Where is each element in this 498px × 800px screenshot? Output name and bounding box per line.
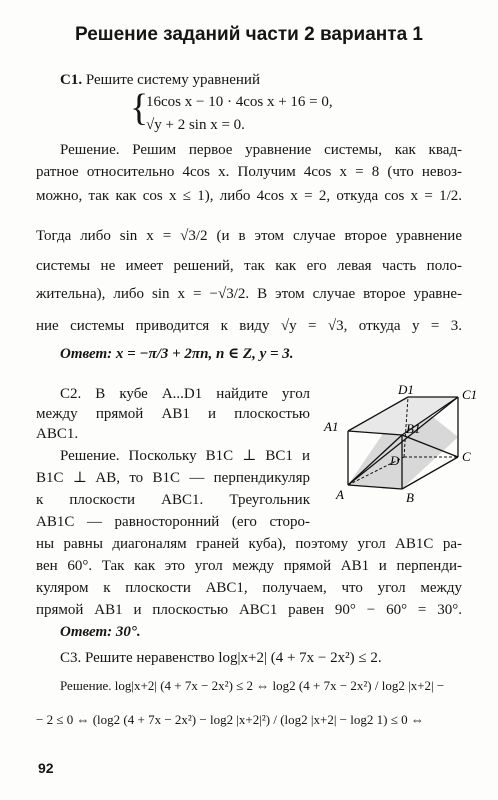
c1-answer: Ответ: x = −π/3 + 2πn, n ∈ Z, y = 3. — [60, 346, 294, 362]
label-b: B — [406, 490, 414, 505]
label-d: D — [390, 453, 400, 468]
c1-task-text: Решите систему уравнений — [85, 72, 260, 88]
c1-line-1: Решение. Решим первое уравнение системы, как квад- — [60, 142, 462, 158]
c1-eq2 — [146, 115, 245, 135]
c2-line-7: AB1C — равносторонний (его сторо- — [36, 514, 310, 530]
c1-system-brace: { — [130, 87, 149, 129]
c2-line-6: к плоскости ABC1. Треугольник — [36, 492, 310, 508]
label-a1: A1 — [324, 419, 339, 434]
c2-line-9: вен 60°. Так как это угол между прямой AB1 и перпенди- — [36, 558, 462, 574]
c1-line-5: системы не имеет решений, так как его левая часть поло- — [36, 258, 462, 274]
c2-line-2: между прямой AB1 и плоскостью — [36, 406, 310, 422]
c1-line-6: жительна), либо sin x = −√3/2. В этом случае второе уравне- — [36, 286, 462, 302]
label-c1: C1 — [462, 387, 478, 402]
c1-line-4: Тогда либо sin x = √3/2 (и в этом случае второе уравнение — [36, 228, 462, 244]
page-number: 92 — [38, 760, 54, 776]
c3-head — [60, 622, 462, 642]
c1-task — [60, 70, 260, 90]
label-d1: D1 — [398, 385, 414, 397]
c2-answer: Ответ: 30°. — [60, 624, 141, 640]
c1-line-7: ние системы приводится к виду √y = √3, откуда y = 3. — [36, 318, 462, 334]
c2-line-10: куляром к плоскости ABC1, получаем, что угол между — [36, 580, 462, 596]
c2-line-1: C2. В кубе A...D1 найдите угол — [60, 386, 310, 402]
c1-eq1 — [146, 92, 333, 112]
cube-figure — [318, 385, 478, 505]
c1-eq1-text: 16cos x − 10 · 4cos x + 16 = 0, — [146, 94, 333, 110]
c1-head: C1. — [60, 72, 83, 88]
c2-line-8: ны равны диагоналям граней куба), поэтому угол AB1C ра- — [36, 536, 462, 552]
label-a: A — [336, 487, 344, 502]
c3-solution-line-2: − 2 ≤ 0 ⇔ (log2 (4 + 7x − 2x²) − log2 |x+2|²) / (log2 |x+2| − log2 1) ≤ 0 ⇔ — [36, 712, 424, 727]
c1-eq2-text: √y + 2 sin x = 0. — [146, 117, 245, 133]
label-c: C — [462, 449, 471, 464]
c1-line-2: ратное относительно 4cos x. Получим 4cos x = 8 (что невоз- — [36, 164, 462, 180]
c1-line-3: можно, так как cos x ≤ 1), либо 4cos x = 2, откуда cos x = 1/2. — [36, 188, 462, 204]
c3-solution-line-1: Решение. log|x+2| (4 + 7x − 2x²) ≤ 2 ⇔ log2 (4 + 7x − 2x²) / log2 |x+2| − — [60, 678, 445, 693]
label-b1: B1 — [406, 421, 421, 436]
c3-task: C3. Решите неравенство log|x+2| (4 + 7x − 2x²) ≤ 2. — [60, 650, 382, 666]
c2-line-11: прямой AB1 и плоскостью ABC1 равен 90° − 60° = 30°. — [36, 602, 462, 618]
page-title: Решение заданий части 2 варианта 1 — [75, 24, 423, 45]
c2-line-4: Решение. Поскольку B1C ⊥ BC1 и — [60, 448, 310, 464]
c2-line-5: B1C ⊥ AB, то B1C — перпендикуляр — [36, 470, 310, 486]
c2-line-3: ABC1. — [36, 426, 79, 442]
